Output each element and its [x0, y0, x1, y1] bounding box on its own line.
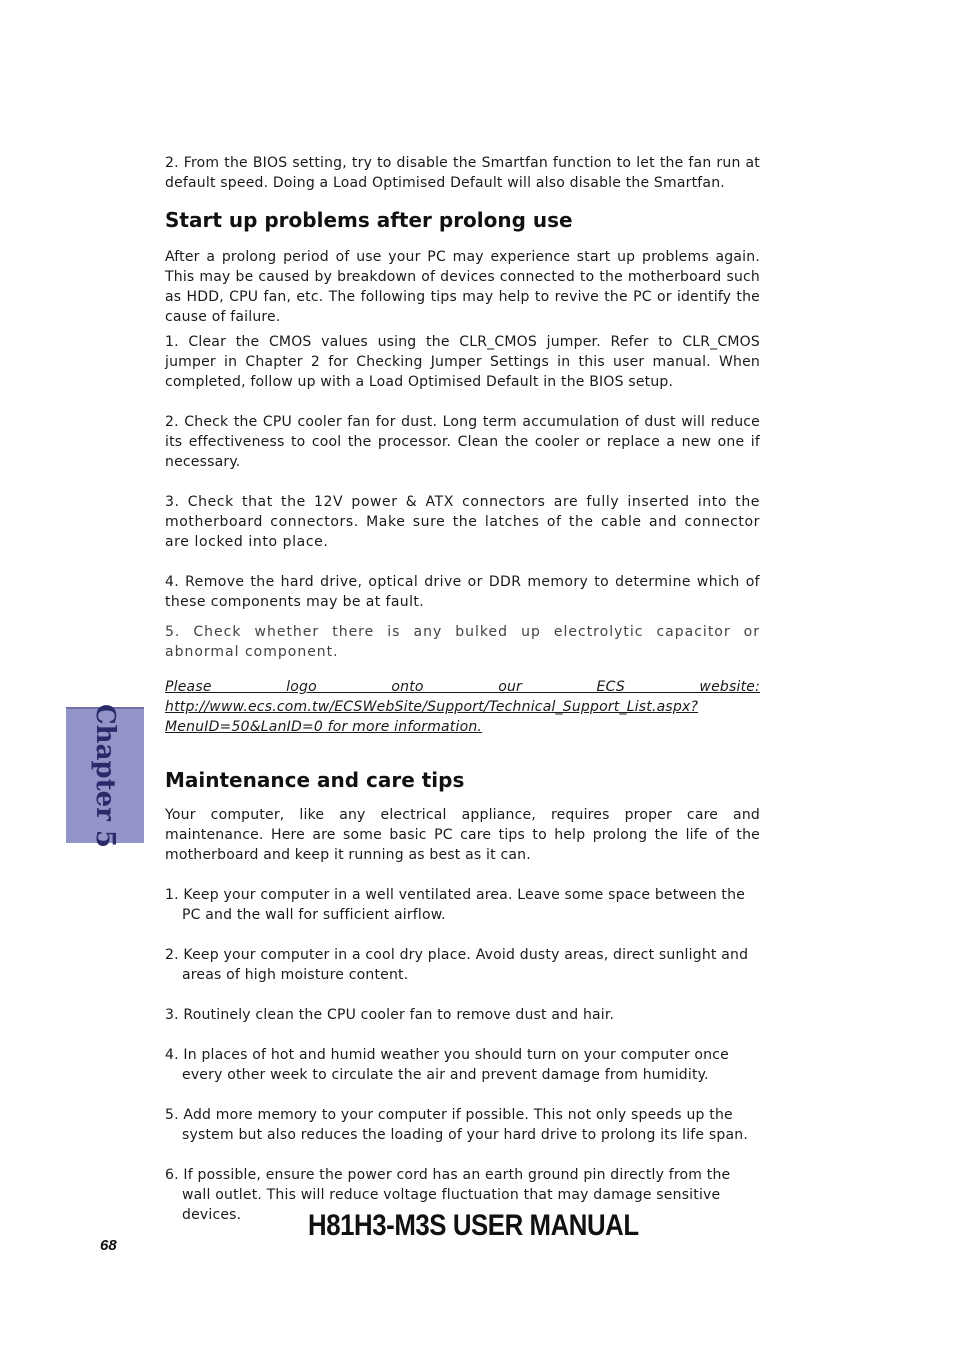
bios-smartfan-step: 2. From the BIOS setting, try to disable the Smartfan function to let the fan run at default speed. Doing a Load Optimised Default will also disable the Smartfan.: [165, 155, 760, 191]
chapter-label: Chapter 5: [90, 703, 120, 849]
startup-tip-5: 5. Check whether there is any bulked up electrolytic capacitor or abnormal component.: [165, 624, 760, 660]
page-number: 68: [100, 1237, 117, 1254]
startup-intro: After a prolong period of use your PC may experience start up problems again. This may be caused by breakdown of devices connected to the motherboard such as HDD, CPU fan, etc. The following tips may help to revive the PC or identify the cause of failure.: [165, 249, 760, 325]
startup-tip-2: 2. Check the CPU cooler fan for dust. Long term accumulation of dust will reduce its effectiveness to cool the processor. Clean the cooler or replace a new one if necessary.: [165, 414, 760, 470]
startup-problems-heading: Start up problems after prolong use: [165, 208, 573, 232]
chapter-tab: [66, 703, 144, 849]
maintenance-tip-1: 1. Keep your computer in a well ventilated area. Leave some space between the PC and the wall for sufficient airflow.: [165, 887, 746, 923]
maintenance-tip-3: 3. Routinely clean the CPU cooler fan to remove dust and hair.: [165, 1007, 615, 1023]
manual-title: H81H3-M3S USER MANUAL: [308, 1209, 639, 1242]
maintenance-tip-2: 2. Keep your computer in a cool dry place. Avoid dusty areas, direct sunlight and areas of high moisture content.: [165, 947, 749, 983]
startup-tip-3: 3. Check that the 12V power & ATX connectors are fully inserted into the motherboard connectors. Make sure the latches of the cable and connector are locked into place.: [165, 494, 760, 550]
maintenance-tip-4: 4. In places of hot and humid weather you should turn on your computer once every other week to circulate the air and prevent damage from humidity.: [165, 1047, 729, 1083]
maintenance-intro: Your computer, like any electrical appliance, requires proper care and maintenance. Here are some basic PC care tips to help prolong the life of the motherboard and keep it running as best as it can.: [165, 807, 760, 863]
startup-tip-1: 1. Clear the CMOS values using the CLR_CMOS jumper. Refer to CLR_CMOS jumper in Chapter 2 for Checking Jumper Settings in this user manual. When completed, follow up with a Load Optimised Default in the BIOS setup.: [165, 334, 760, 390]
maintenance-tip-5: 5. Add more memory to your computer if possible. This not only speeds up the system but also reduces the loading of your hard drive to prolong its life span.: [165, 1107, 748, 1143]
startup-tip-4: 4. Remove the hard drive, optical drive or DDR memory to determine which of these components may be at fault.: [165, 574, 760, 610]
ecs-support-link[interactable]: Please logo onto our ECS website: http://www.ecs.com.tw/ECSWebSite/Support/Technical_Support_List.aspx?MenuID=50&LanID=0 for more information.: [165, 679, 760, 735]
maintenance-heading: Maintenance and care tips: [165, 768, 465, 792]
maintenance-tip-6: 6. If possible, ensure the power cord has an earth ground pin directly from the wall outlet. This will reduce voltage fluctuation that may damage sensitive devices.: [165, 1167, 731, 1223]
page-content: [165, 153, 760, 1225]
